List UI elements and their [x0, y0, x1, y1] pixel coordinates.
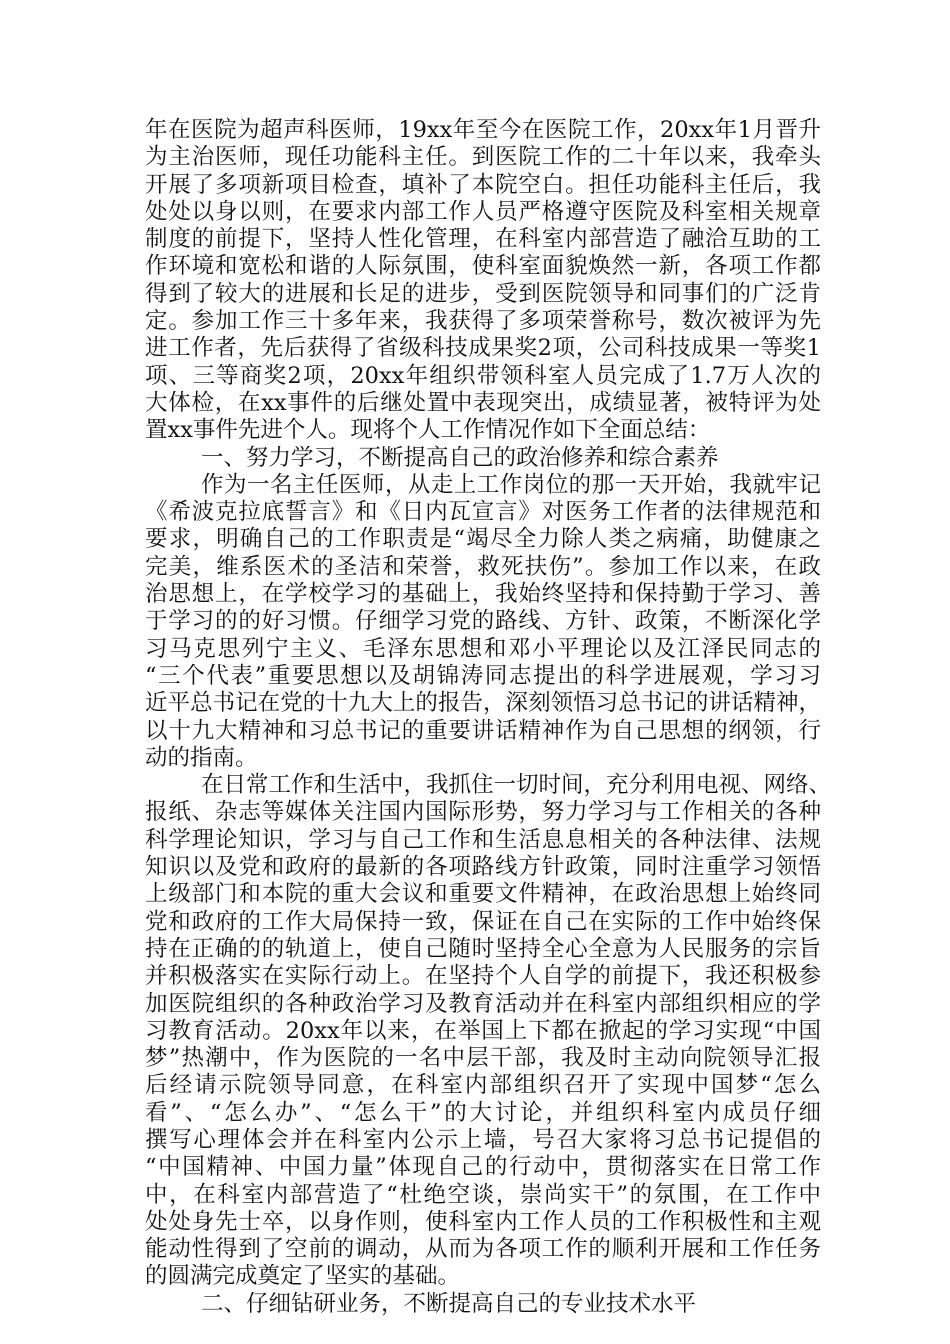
text-line: 进工作者，先后获得了省级科技成果奖2项，公司科技成果一等奖1	[145, 335, 821, 362]
text-line: 完美，维系医术的圣洁和荣誉，救死扶伤”。参加工作以来，在政	[145, 553, 821, 580]
section-heading-2: 二、仔细钻研业务，不断提高自己的专业技术水平	[201, 1290, 697, 1317]
text-line: 于学习的的好习惯。仔细学习党的路线、方针、政策，不断深化学	[145, 608, 821, 635]
text-line: 定。参加工作三十多年来，我获得了多项荣誉称号，数次被评为先	[145, 308, 821, 335]
text-line: 《希波克拉底誓言》和《日内瓦宣言》对医务工作者的法律规范和	[145, 499, 821, 526]
text-line: “中国精神、中国力量”体现自己的行动中，贯彻落实在日常工作	[145, 1154, 821, 1181]
text-line: 上级部门和本院的重大会议和重要文件精神，在政治思想上始终同	[145, 881, 821, 908]
text-line: 梦”热潮中，作为医院的一名中层干部，我及时主动向院领导汇报	[145, 1045, 821, 1072]
text-line: 置xx事件先进个人。现将个人工作情况作如下全面总结：	[145, 417, 711, 444]
text-line: 报纸、杂志等媒体关注国内国际形势，努力学习与工作相关的各种	[145, 799, 821, 826]
text-line: 习教育活动。20xx年以来，在举国上下都在掀起的学习实现“中国	[145, 1017, 821, 1044]
text-line: 后经请示院领导同意，在科室内部组织召开了实现中国梦“怎么	[145, 1072, 821, 1099]
text-line: 的圆满完成奠定了坚实的基础。	[145, 1263, 461, 1290]
text-line: 撰写心理体会并在科室内公示上墙，号召大家将习总书记提倡的	[145, 1126, 821, 1153]
text-line: 制度的前提下，坚持人性化管理，在科室内部营造了融洽互助的工	[145, 226, 821, 253]
text-line: 要求，明确自己的工作职责是“竭尽全力除人类之病痛，助健康之	[145, 526, 821, 553]
text-line: 治思想上，在学校学习的基础上，我始终坚持和保持勤于学习、善	[145, 581, 821, 608]
text-line: 加医院组织的各种政治学习及教育活动并在科室内部组织相应的学	[145, 990, 821, 1017]
text-line: 年在医院为超声科医师，19xx年至今在医院工作，20xx年1月晋升	[145, 117, 821, 143]
text-line: 能动性得到了空前的调动，从而为各项工作的顺利开展和工作任务	[145, 1236, 821, 1263]
text-line: 为主治医师，现任功能科主任。到医院工作的二十年以来，我牵头	[145, 144, 821, 171]
text-line: 持在正确的的轨道上，使自己随时坚持全心全意为人民服务的宗旨	[145, 935, 821, 962]
section-heading-1: 一、努力学习，不断提高自己的政治修养和综合素养	[201, 444, 719, 471]
text-line: 大体检，在xx事件的后继处置中表现突出，成绩显著，被特评为处	[145, 389, 821, 416]
text-line: 得到了较大的进展和长足的进步，受到医院领导和同事们的广泛肯	[145, 280, 821, 307]
text-line: 开展了多项新项目检查，填补了本院空白。担任功能科主任后，我	[145, 171, 821, 198]
text-line: 科学理论知识，学习与自己工作和生活息息相关的各种法律、法规	[145, 826, 821, 853]
body-text	[145, 117, 832, 1318]
text-line: 作为一名主任医师，从走上工作岗位的那一天开始，我就牢记	[201, 471, 821, 498]
text-line: 项、三等商奖2项，20xx年组织带领科室人员完成了1.7万人次的	[145, 362, 821, 389]
text-line: 以十九大精神和习总书记的重要讲话精神作为自己思想的纲领，行	[145, 717, 821, 744]
text-line: 知识以及党和政府的最新的各项路线方针政策，同时注重学习领悟	[145, 854, 821, 881]
text-line: “三个代表”重要思想以及胡锦涛同志提出的科学进展观，学习习	[145, 662, 821, 689]
text-line: 处处以身以则，在要求内部工作人员严格遵守医院及科室相关规章	[145, 198, 821, 225]
text-line: 习马克思列宁主义、毛泽东思想和邓小平理论以及江泽民同志的	[145, 635, 821, 662]
text-line: 并积极落实在实际行动上。在坚持个人自学的前提下，我还积极参	[145, 963, 821, 990]
text-line: 处处身先士卒，以身作则，使科室内工作人员的工作积极性和主观	[145, 1208, 821, 1235]
text-line: 动的指南。	[145, 744, 258, 771]
text-line: 党和政府的工作大局保持一致，保证在自己在实际的工作中始终保	[145, 908, 821, 935]
text-line: 看”、“怎么办”、“怎么干”的大讨论，并组织科室内成员仔细	[145, 1099, 821, 1126]
text-line: 中，在科室内部营造了“杜绝空谈，崇尚实干”的氛围，在工作中	[145, 1181, 821, 1208]
text-line: 作环境和宽松和谐的人际氛围，使科室面貌焕然一新，各项工作都	[145, 253, 821, 280]
text-line: 近平总书记在党的十九大上的报告，深刻领悟习总书记的讲话精神，	[145, 690, 821, 717]
text-line: 在日常工作和生活中，我抓住一切时间，充分利用电视、网络、	[201, 772, 832, 799]
